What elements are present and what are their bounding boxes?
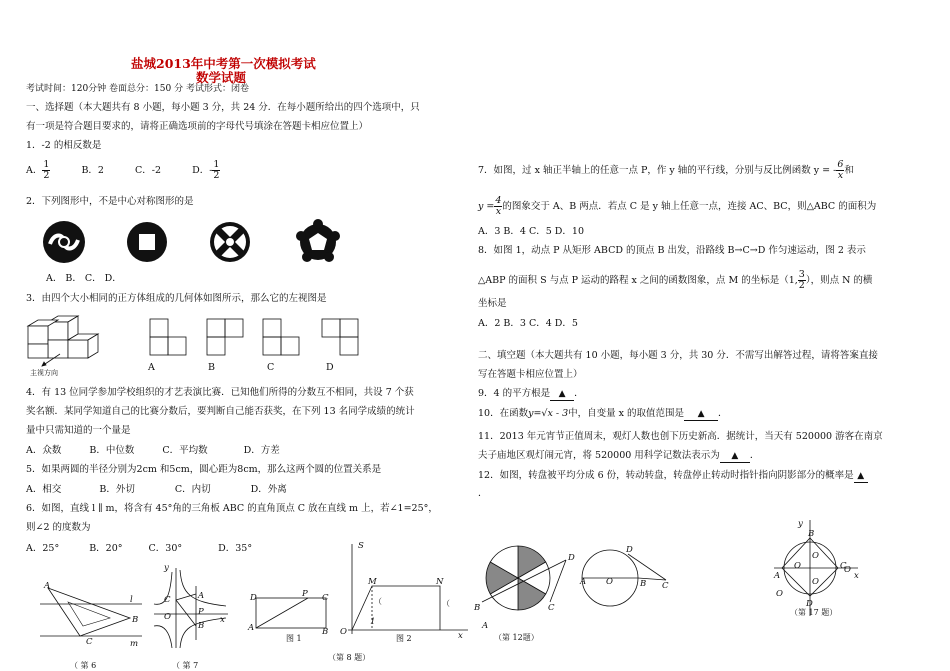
svg-text:B: B — [808, 529, 815, 539]
q4-line-1: 4．有 13 位同学参加学校组织的才艺表演比赛．已知他们所得的分数互不相同，共设 7 个获 — [26, 387, 414, 398]
svg-text:A: A — [248, 623, 255, 633]
section2-intro-2: 写在答题卡相应位置上） — [478, 369, 583, 380]
svg-text:x: x — [458, 631, 463, 641]
svg-text:B: B — [198, 621, 205, 631]
svg-text:C: C — [662, 581, 669, 591]
q9: 9．4 的平方根是 ▲ ． — [478, 388, 584, 399]
svg-text:M: M — [368, 577, 377, 587]
q10-answer-blank[interactable]: ▲ — [684, 408, 718, 421]
q3-option-b — [207, 319, 243, 355]
q3-label-c: C — [267, 362, 275, 373]
svg-text:C: C — [164, 595, 171, 605]
section1-intro-1: 一、选择题（本大题共有 8 小题，每小题 3 分，共 24 分．在每小题所给出的四个选项中，只 — [26, 102, 420, 113]
svg-text:（: （ — [442, 599, 450, 608]
q7-figure — [150, 564, 232, 650]
q8-figure-1-caption: 图 1 — [286, 634, 302, 643]
q1-option-a: A． $\frac{1}{2}$ — [26, 159, 50, 181]
q4-line-3: 量中只需知道的一个量是 — [26, 425, 131, 436]
q5-options: A．相交 B．外切 C．内切 D．外离 — [26, 484, 287, 495]
q6-figure-caption: （ 第 6 — [70, 661, 97, 670]
circle-tangent-figure — [580, 542, 672, 608]
q2-figure-c — [210, 222, 250, 262]
svg-text:A: A — [482, 621, 489, 631]
q6-line-1: 6．如图，直线 l ∥ m，将含有 45°角的三角板 ABC 的直角顶点 C 放在直线 m 上，若∠1=25°， — [26, 503, 438, 514]
q4-options: A．众数 B．中位数 C．平均数 D．方差 — [26, 445, 280, 456]
q6-line-2: 则∠2 的度数为 — [26, 522, 91, 533]
q8-options: A．2 B．3 C．4 D．5 — [478, 318, 578, 329]
q3-solid — [28, 316, 98, 366]
svg-text:C: C — [548, 603, 555, 613]
svg-text:A: A — [198, 591, 205, 601]
q8-figure-2-caption: 图 2 — [396, 634, 412, 643]
svg-text:P: P — [198, 607, 204, 617]
q7-figure-caption: （ 第 7 — [172, 661, 199, 670]
exam-meta: 考试时间：120分钟 卷面总分：150 分 考试形式：闭卷 — [26, 84, 249, 94]
svg-text:x: x — [854, 571, 859, 581]
svg-text:（: （ — [374, 597, 382, 606]
q5-stem: 5．如果两圆的半径分别为2cm 和5cm，圆心距为8cm，那么这两个圆的位置关系是 — [26, 464, 382, 475]
q8-line-3: 坐标是 — [478, 298, 507, 309]
svg-text:D: D — [806, 599, 813, 609]
q7-line-1: 7．如图，过 x 轴正半轴上的任意一点 P，作 y 轴的平行线，分别与反比例函数 y = - $\frac{6}{x}$ 和 — [478, 159, 854, 181]
q3-label-d: D — [326, 362, 334, 373]
svg-text:N: N — [436, 577, 444, 587]
svg-text:y: y — [798, 519, 803, 529]
q12-line-1: 12．如图，转盘被平均分成 6 份，转动转盘，转盘停止转动时指针指向阴影部分的概率是 ▲ — [478, 470, 868, 483]
svg-text:C: C — [322, 593, 329, 603]
svg-text:x: x — [220, 615, 225, 625]
svg-text:B: B — [132, 615, 139, 625]
q3-front-label: 主视方向 — [30, 369, 58, 377]
q1-options — [26, 160, 220, 181]
svg-text:B: B — [640, 579, 647, 589]
q3-option-a — [150, 319, 186, 355]
svg-text:A: A — [44, 581, 51, 591]
svg-text:S: S — [358, 541, 364, 551]
svg-text:O: O — [340, 627, 347, 637]
q10: 10．在函数y=√x - 3中，自变量 x 的取值范围是 ▲ ． — [478, 408, 728, 419]
q1-option-c: C．-2 — [135, 165, 162, 176]
svg-text:O: O — [844, 565, 851, 575]
q3-label-b: B — [208, 362, 215, 373]
svg-text:B: B — [322, 627, 329, 637]
q12-answer-blank[interactable]: ▲ — [854, 470, 868, 483]
q2-stem: 2．下列图形中，不是中心对称图形的是 — [26, 196, 194, 207]
svg-text:P: P — [302, 589, 308, 599]
q2-figures — [40, 218, 350, 266]
svg-text:A: A — [580, 577, 587, 587]
q11-answer-blank[interactable]: ▲ — [720, 450, 750, 463]
section1-intro-2: 有一项是符合题目要求的，请将正确选项前的字母代号填涂在答题卡相应位置上） — [26, 121, 369, 132]
svg-text:m: m — [130, 639, 139, 649]
q17-figure-caption: （第 17 题） — [790, 608, 838, 617]
svg-text:D: D — [626, 545, 633, 555]
svg-text:O: O — [812, 551, 819, 561]
q3-option-c — [263, 319, 299, 355]
q3-figures — [20, 312, 370, 374]
svg-text:1: 1 — [370, 617, 376, 627]
q7-line-2: y = $\frac{4}{x}$ 的图象交于 A、B 两点．若点 C 是 y 轴上任意一点，连接 AC、BC，则△ABC 的面积为 — [478, 195, 877, 217]
q8-line-2: △ABP 的面积 S 与点 P 运动的路程 x 之间的函数图象，点 M 的坐标是（1, $\frac{3}{2}$ ），则点 N 的横 — [478, 269, 873, 291]
q9-answer-blank[interactable]: ▲ — [550, 388, 574, 401]
q8-figure-caption: （第 8 题） — [328, 653, 371, 662]
section2-intro-1: 二、填空题（本大题共有 10 小题，每小题 3 分，共 30 分．不需写出解答过程，请将答案直接 — [478, 350, 878, 361]
q1-option-d: D．- $\frac{1}{2}$ — [192, 159, 220, 181]
q12-line-2: ． — [478, 488, 488, 499]
exam-subtitle: 数学试题 — [196, 70, 247, 85]
svg-text:l: l — [130, 595, 133, 605]
svg-text:O: O — [812, 577, 819, 587]
svg-text:C: C — [840, 561, 847, 571]
svg-text:y: y — [164, 563, 169, 573]
q12-spinner-figure — [474, 544, 586, 634]
q8-figure-2 — [338, 540, 474, 640]
svg-text:O: O — [606, 577, 613, 587]
q1-stem: 1．-2 的相反数是 — [26, 140, 102, 151]
svg-text:D: D — [568, 553, 575, 563]
svg-text:C: C — [86, 637, 93, 647]
q12-figure-caption: （第 12题） — [494, 633, 539, 642]
q2-figure-b — [127, 222, 167, 262]
q8-figure-1 — [246, 588, 336, 637]
svg-text:O: O — [776, 589, 783, 599]
exam-title: 盐城2013年中考第一次模拟考试 — [131, 56, 316, 71]
q2-options: A． B． C． D． — [46, 273, 122, 284]
svg-text:D: D — [250, 593, 257, 603]
q4-line-2: 奖名额．某同学知道自己的比赛分数后，要判断自己能否获奖，在下列 13 名同学成绩的统计 — [26, 406, 415, 417]
q1-option-b: B．2 — [81, 165, 104, 176]
q3-stem: 3．由四个大小相同的正方体组成的几何体如图所示，那么它的左视图是 — [26, 293, 327, 304]
q6-options: A．25° B．20° C．30° D．35° — [26, 543, 253, 554]
q11-line-1: 11．2013 年元宵节正值周末，观灯人数也创下历史新高．据统计，当天有 520000 游客在南京 — [478, 431, 883, 442]
q3-label-a: A — [148, 362, 155, 373]
q6-figure — [38, 578, 148, 648]
q8-line-1: 8．如图 1，动点 P 从矩形 ABCD 的顶点 B 出发，沿路线 B→C→D 作匀速运动，图 2 表示 — [478, 245, 866, 256]
q2-figure-a — [43, 221, 85, 263]
svg-text:O: O — [164, 612, 171, 622]
q7-options: A．3 B．4 C．5 D．10 — [478, 226, 585, 237]
q3-option-d — [322, 319, 358, 355]
q2-figure-d — [296, 219, 340, 262]
svg-text:O: O — [794, 561, 801, 571]
svg-text:B: B — [474, 603, 481, 613]
svg-text:A: A — [774, 571, 781, 581]
q11-line-2: 夫子庙地区观灯闹元宵，将 520000 用科学记数法表示为 ▲ ． — [478, 450, 760, 461]
